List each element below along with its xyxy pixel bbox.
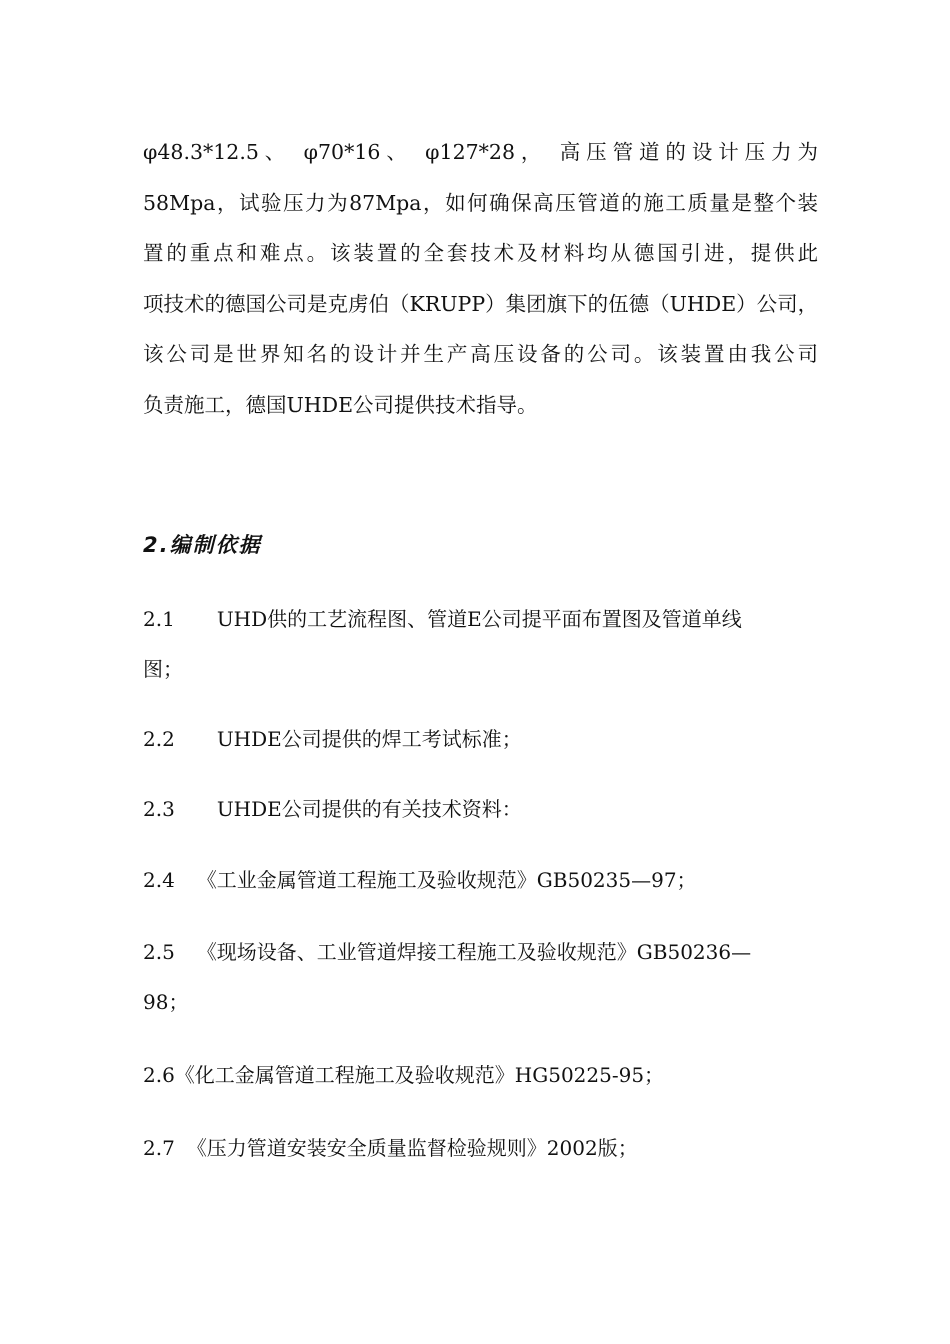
reference-item (143, 934, 813, 1020)
intro-line: 负责施工，德国UHDE公司提供技术指导。 (143, 392, 538, 417)
reference-item (143, 862, 813, 898)
reference-text: UHDE公司提供的焊工考试标准； (216, 727, 522, 751)
reference-text: 《工业金属管道工程施工及验收规范》GB50235—97； (196, 868, 697, 892)
reference-number: 2.7 (143, 1136, 175, 1160)
intro-line: φ48.3*12.5、 φ70*16、 φ127*28， 高压管道的设计压力为 (143, 140, 818, 164)
reference-text-continued: 98； (143, 990, 189, 1014)
reference-item (143, 791, 813, 827)
reference-item (143, 1057, 813, 1093)
reference-number: 2.5 (143, 940, 175, 964)
reference-number: 2.4 (143, 868, 175, 892)
intro-line: 58Mpa，试验压力为87Mpa，如何确保高压管道的施工质量是整个装 (143, 190, 818, 215)
reference-item (143, 1130, 813, 1166)
section-heading: 2.编制依据 (143, 533, 262, 557)
intro-line: 该公司是世界知名的设计并生产高压设备的公司。该装置由我公司 (143, 342, 818, 367)
reference-number: 2.1 (143, 607, 175, 631)
reference-item (143, 601, 813, 687)
intro-line: 置的重点和难点。该装置的全套技术及材料均从德国引进，提供此 (143, 241, 818, 266)
reference-text: UHDE公司提供的有关技术资料： (216, 797, 522, 821)
reference-number: 2.3 (143, 797, 175, 821)
reference-number: 2.6 (143, 1063, 175, 1087)
reference-text-continued: 图； (143, 657, 183, 681)
reference-text: 《现场设备、工业管道焊接工程施工及验收规范》GB50236— (196, 940, 752, 964)
reference-number: 2.2 (143, 727, 175, 751)
intro-line: 项技术的德国公司是克虏伯（KRUPP）集团旗下的伍德（UHDE）公司， (143, 291, 819, 316)
reference-text: 《化工金属管道工程施工及验收规范》HG50225-95； (174, 1063, 665, 1087)
intro-paragraph (143, 134, 818, 438)
reference-text: 《压力管道安装安全质量监督检验规则》2002版； (186, 1136, 638, 1160)
reference-item (143, 721, 813, 757)
reference-text: UHD供的工艺流程图、管道E公司提平面布置图及管道单线 (216, 607, 742, 631)
